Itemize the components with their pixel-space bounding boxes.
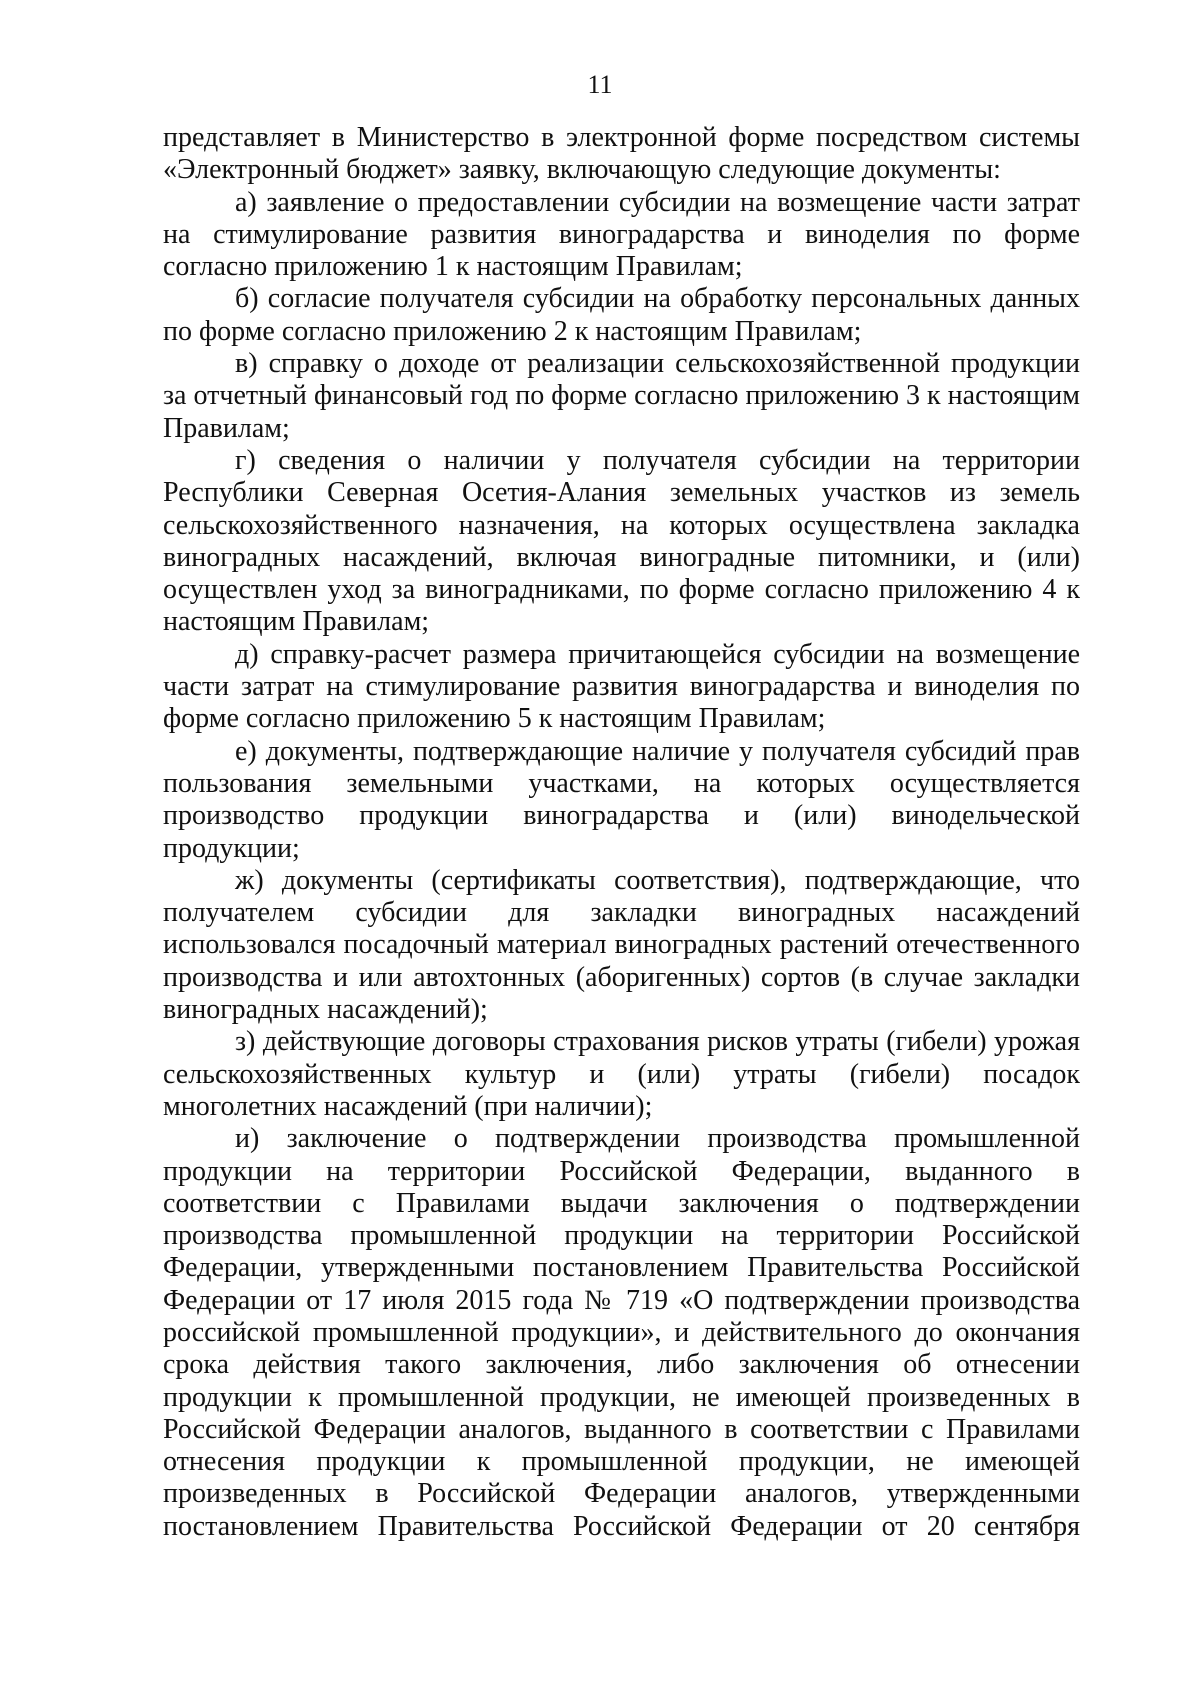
document-body (163, 122, 1080, 1543)
paragraph-intro: представляет в Министерство в электронной форме посредством системы «Электронный бюджет» заявку, включающую следующие документы: (163, 122, 1080, 186)
list-item-a: а) заявление о предоставлении субсидии на возмещение части затрат на стимулирование развития виноградарства и виноделия по форме согласно приложению 1 к настоящим Правилам; (163, 186, 1080, 283)
list-item-v: в) справку о доходе от реализации сельскохозяйственной продукции за отчетный финансовый год по форме согласно приложению 3 к настоящим Правилам; (163, 348, 1080, 444)
list-item-i: и) заключение о подтверждении производства промышленной продукции на территории Российской Федерации, выданного в соответствии с Правилами выдачи заключения о подтверждении производства промышленной продукции на территории Российской Федерации, утвержденными постановлением Правительства Российской Федерации от 17 июля 2015 года № 719 «О подтверждении производства российской промышленной продукции», и действительного до окончания срока действия такого заключения, либо заключения об отнесении продукции к промышленной продукции, не имеющей произведенных в Российской Федерации аналогов, выданного в соответствии с Правилами отнесения продукции к промышленной продукции, не имеющей произведенных в Российской Федерации аналогов, утвержденными постановлением Правительства Российской Федерации от 20 сентября (163, 1123, 1080, 1542)
page-number: 11 (587, 70, 613, 99)
list-item-z: з) действующие договоры страхования рисков утраты (гибели) урожая сельскохозяйственных культур и (или) утраты (гибели) посадок многолетних насаждений (при наличии); (163, 1026, 1080, 1122)
list-item-zh: ж) документы (сертификаты соответствия), подтверждающие, что получателем субсидии для закладки виноградных насаждений использовался посадочный материал виноградных растений отечественного производства и или автохтонных (аборигенных) сортов (в случае закладки виноградных насаждений); (163, 864, 1080, 1026)
list-item-e: е) документы, подтверждающие наличие у получателя субсидий прав пользования земельными участками, на которых осуществляется производство продукции виноградарства и (или) винодельческой продукции; (163, 735, 1080, 864)
list-item-d: д) справку-расчет размера причитающейся субсидии на возмещение части затрат на стимулирование развития виноградарства и виноделия по форме согласно приложению 5 к настоящим Правилам; (163, 638, 1080, 735)
list-item-b: б) согласие получателя субсидии на обработку персональных данных по форме согласно приложению 2 к настоящим Правилам; (163, 283, 1080, 347)
list-item-g: г) сведения о наличии у получателя субсидии на территории Республики Северная Осетия-Алания земельных участков из земель сельскохозяйственного назначения, на которых осуществлена закладка виноградных насаждений, включая виноградные питомники, и (или) осуществлен уход за виноградниками, по форме согласно приложению 4 к настоящим Правилам; (163, 444, 1080, 638)
